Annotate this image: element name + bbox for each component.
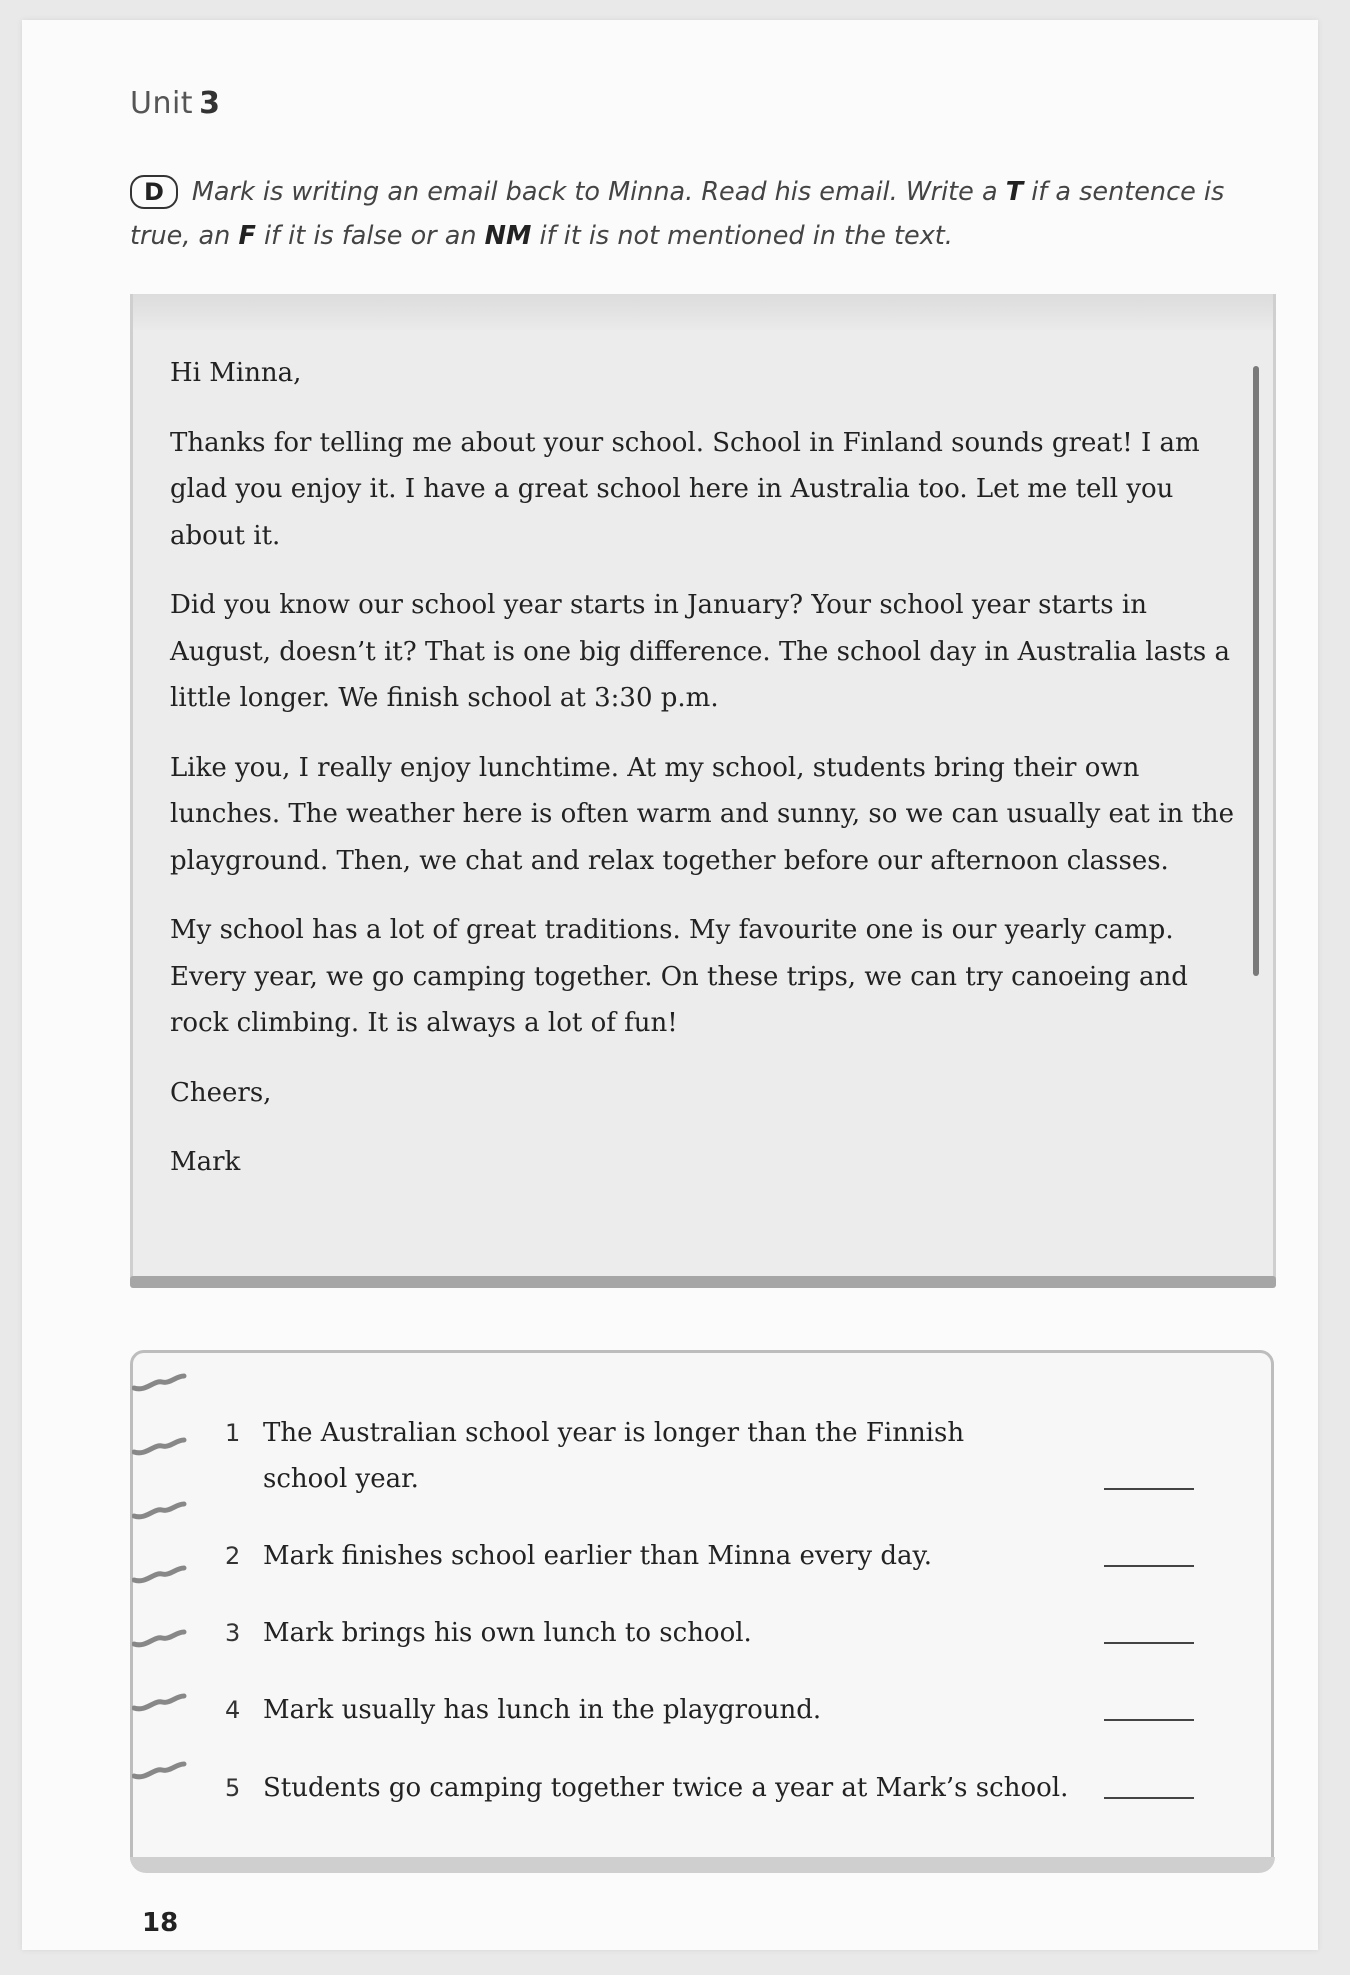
question-number: 4 <box>225 1696 241 1724</box>
spiral-ring-icon <box>132 1626 187 1656</box>
exercise-letter-badge: D <box>130 175 178 209</box>
workbook-page <box>22 20 1318 1950</box>
question-text: Students go camping together twice a year at Mark’s school. <box>263 1773 1069 1803</box>
email-paragraph: My school has a lot of great traditions. My favourite one is our yearly camp. Every year, we go camping together. On these trips, we can try canoeing and rock climbing. It is always a lot of fun! <box>170 915 1188 1038</box>
question-item <box>225 1410 1005 1502</box>
email-window <box>130 294 1276 1278</box>
instruction-t: T <box>1005 177 1024 207</box>
answer-blank[interactable] <box>1104 1719 1194 1721</box>
notebook-bottom-edge <box>130 1857 1275 1873</box>
question-number: 2 <box>225 1542 241 1570</box>
instruction-text-1: Mark is writing an email back to Minna. Read his email. Write a <box>191 177 1006 207</box>
unit-number: 3 <box>199 86 221 121</box>
page-number: 18 <box>142 1908 179 1938</box>
question-number: 5 <box>225 1774 241 1802</box>
question-text: The Australian school year is longer than the Finnish school year. <box>263 1418 965 1494</box>
instruction-text-2: if a sentence is true, an <box>130 177 1225 251</box>
question-number: 1 <box>225 1419 241 1447</box>
question-number: 3 <box>225 1619 241 1647</box>
answer-blank[interactable] <box>1104 1642 1194 1644</box>
instruction-nm: NM <box>484 221 532 251</box>
answer-blank[interactable] <box>1104 1797 1194 1799</box>
answer-blank[interactable] <box>1104 1488 1194 1490</box>
spiral-ring-icon <box>132 1434 187 1464</box>
email-title-bar <box>133 294 1273 330</box>
email-paragraph: Like you, I really enjoy lunchtime. At my school, students bring their own lunches. The weather here is often warm and sunny, so we can usually eat in the playground. Then, we chat and relax together before our afternoon classes. <box>170 752 1235 876</box>
unit-heading <box>130 86 220 121</box>
email-body <box>170 350 1240 1209</box>
spiral-ring-icon <box>132 1498 187 1528</box>
spiral-ring-icon <box>132 1562 187 1592</box>
question-text: Mark brings his own lunch to school. <box>263 1618 752 1648</box>
unit-label: Unit <box>130 86 194 121</box>
email-greeting: Hi Minna, <box>170 358 302 388</box>
email-signature: Mark <box>170 1147 241 1177</box>
email-paragraph: Did you know our school year starts in January? Your school year starts in August, doesn’t it? That is one big difference. The school day in Australia lasts a little longer. We finish school at 3:30 p.m. <box>170 590 1230 713</box>
instruction-f: F <box>238 221 256 251</box>
question-text: Mark finishes school earlier than Minna every day. <box>263 1541 933 1571</box>
question-item <box>225 1610 1125 1656</box>
email-scrollbar[interactable] <box>1253 366 1259 976</box>
question-item <box>225 1687 1125 1733</box>
spiral-ring-icon <box>132 1690 187 1720</box>
email-closing: Cheers, <box>170 1077 272 1108</box>
email-bottom-bar <box>130 1276 1276 1288</box>
instruction-text-3: if it is false or an <box>255 221 485 251</box>
exercise-instruction <box>130 170 1270 258</box>
email-paragraph: Thanks for telling me about your school. School in Finland sounds great! I am glad you enjoy it. I have a great school here in Australia too. Let me tell you about it. <box>170 427 1200 551</box>
question-item <box>225 1765 1125 1811</box>
answer-blank[interactable] <box>1104 1565 1194 1567</box>
spiral-ring-icon <box>132 1758 187 1788</box>
instruction-text-4: if it is not mentioned in the text. <box>531 221 953 251</box>
question-item <box>225 1533 1125 1579</box>
question-text: Mark usually has lunch in the playground. <box>263 1695 822 1725</box>
spiral-ring-icon <box>132 1370 187 1400</box>
